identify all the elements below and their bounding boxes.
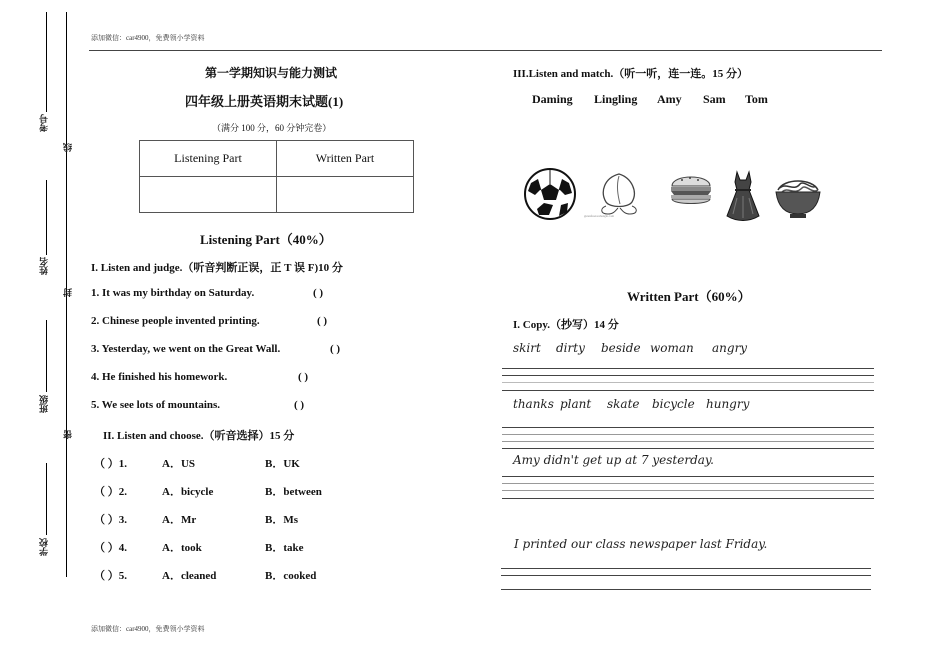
- copy-word-thanks: thanks: [513, 397, 554, 411]
- judge-paren-5[interactable]: ( ): [294, 399, 305, 411]
- peach-caption: gutenfreetorahangle.com: [584, 214, 614, 218]
- listening-heading: Listening Part（40%）: [200, 232, 332, 247]
- copy-word-plant: plant: [560, 397, 592, 411]
- choose-b-1: B．UK: [265, 458, 300, 470]
- name-daming: Daming: [532, 92, 573, 106]
- name-lingling: Lingling: [594, 92, 638, 106]
- writing-line[interactable]: [502, 382, 874, 383]
- section2-title: II. Listen and choose.（听音选择）15 分: [103, 430, 295, 442]
- choose-num-5[interactable]: （ ）5.: [94, 570, 127, 582]
- copy-sentence-1: Amy didn't get up at 7 yesterday.: [513, 453, 714, 467]
- xuexiao-label: 学校: [39, 538, 49, 556]
- writing-line[interactable]: [502, 498, 874, 499]
- score-cell-written: [277, 177, 414, 213]
- name-sam: Sam: [703, 92, 726, 106]
- copy-word-bicycle: bicycle: [652, 397, 695, 411]
- judge-item-4: 4. He finished his homework.: [91, 371, 228, 383]
- judge-paren-1[interactable]: ( ): [313, 287, 324, 299]
- score-header-listening: Listening Part: [140, 141, 277, 177]
- name-tom: Tom: [745, 92, 768, 106]
- copy-word-skirt: skirt: [513, 341, 541, 355]
- choose-a-2: A．bicycle: [162, 486, 214, 498]
- choose-b-2: B．between: [265, 486, 322, 498]
- judge-item-1: 1. It was my birthday on Saturday.: [91, 287, 255, 299]
- footer-note: 添加微信：car4900，免费领小学资料: [91, 625, 205, 633]
- choose-num-4[interactable]: （ ）4.: [94, 542, 127, 554]
- banji-label: 班级: [39, 395, 49, 413]
- writing-line[interactable]: [501, 568, 871, 569]
- writing-line[interactable]: [502, 434, 874, 435]
- noodles-icon: [772, 176, 824, 220]
- mi-label: 密: [63, 430, 73, 439]
- writing-line[interactable]: [501, 589, 871, 590]
- soccer-ball-icon: [523, 167, 577, 221]
- judge-paren-4[interactable]: ( ): [298, 371, 309, 383]
- score-cell-listening: [140, 177, 277, 213]
- writing-line[interactable]: [502, 448, 874, 449]
- copy-title: I. Copy.（抄写）14 分: [513, 319, 619, 331]
- kaohao-line: [46, 12, 47, 112]
- writing-line[interactable]: [502, 427, 874, 428]
- feng-label: 封: [63, 288, 73, 297]
- copy-sentence-2: I printed our class newspaper last Friday.: [514, 537, 768, 551]
- dress-icon: [723, 170, 763, 222]
- copy-word-woman: woman: [650, 341, 694, 355]
- choose-a-5: A．cleaned: [162, 570, 217, 582]
- xuexiao-line: [46, 463, 47, 535]
- writing-line[interactable]: [502, 375, 874, 376]
- xingming-line: [46, 180, 47, 255]
- copy-word-hungry: hungry: [706, 397, 750, 411]
- score-table: [139, 140, 414, 213]
- choose-num-3[interactable]: （ ）3.: [94, 514, 127, 526]
- writing-line[interactable]: [501, 575, 871, 576]
- header-note: 添加微信：car4900，免费领小学资料: [91, 34, 205, 42]
- writing-line[interactable]: [502, 483, 874, 484]
- choose-a-4: A．took: [162, 542, 202, 554]
- judge-paren-2[interactable]: ( ): [317, 315, 328, 327]
- writing-line[interactable]: [502, 390, 874, 391]
- choose-b-3: B．Ms: [265, 514, 298, 526]
- header-rule: [89, 50, 882, 51]
- hamburger-icon: [668, 172, 714, 208]
- choose-a-1: A．US: [162, 458, 196, 470]
- copy-word-beside: beside: [601, 341, 641, 355]
- writing-line[interactable]: [502, 441, 874, 442]
- exam-note: （满分 100 分，60 分钟完卷）: [212, 123, 332, 133]
- score-header-written: Written Part: [277, 141, 414, 177]
- name-amy: Amy: [657, 92, 682, 106]
- xingming-label: 姓名: [39, 257, 49, 275]
- kaohao-label: 考号: [39, 114, 49, 132]
- copy-word-skate: skate: [607, 397, 640, 411]
- judge-paren-3[interactable]: ( ): [330, 343, 341, 355]
- judge-item-5: 5. We see lots of mountains.: [91, 399, 221, 411]
- xian-label: 线: [63, 143, 73, 152]
- copy-word-dirty: dirty: [556, 341, 585, 355]
- written-heading: Written Part（60%）: [627, 289, 751, 304]
- section3-title: III.Listen and match.（听一听，连一连。15 分）: [513, 68, 748, 80]
- section1-title: I. Listen and judge.（听音判断正误，正 T 误 F)10 分: [91, 262, 343, 274]
- banji-line: [46, 320, 47, 392]
- judge-item-2: 2. Chinese people invented printing.: [91, 315, 260, 327]
- exam-title: 第一学期知识与能力测试: [205, 66, 338, 80]
- writing-line[interactable]: [502, 476, 874, 477]
- choose-num-2[interactable]: （ ）2.: [94, 486, 127, 498]
- choose-a-3: A．Mr: [162, 514, 197, 526]
- copy-word-angry: angry: [712, 341, 748, 355]
- exam-subtitle: 四年级上册英语期末试题(1): [185, 94, 344, 109]
- choose-b-4: B．take: [265, 542, 304, 554]
- choose-b-5: B．cooked: [265, 570, 317, 582]
- writing-line[interactable]: [502, 490, 874, 491]
- judge-item-3: 3. Yesterday, we went on the Great Wall.: [91, 343, 281, 355]
- choose-num-1[interactable]: （ ）1.: [94, 458, 127, 470]
- peach-icon: [596, 170, 642, 218]
- writing-line[interactable]: [502, 368, 874, 369]
